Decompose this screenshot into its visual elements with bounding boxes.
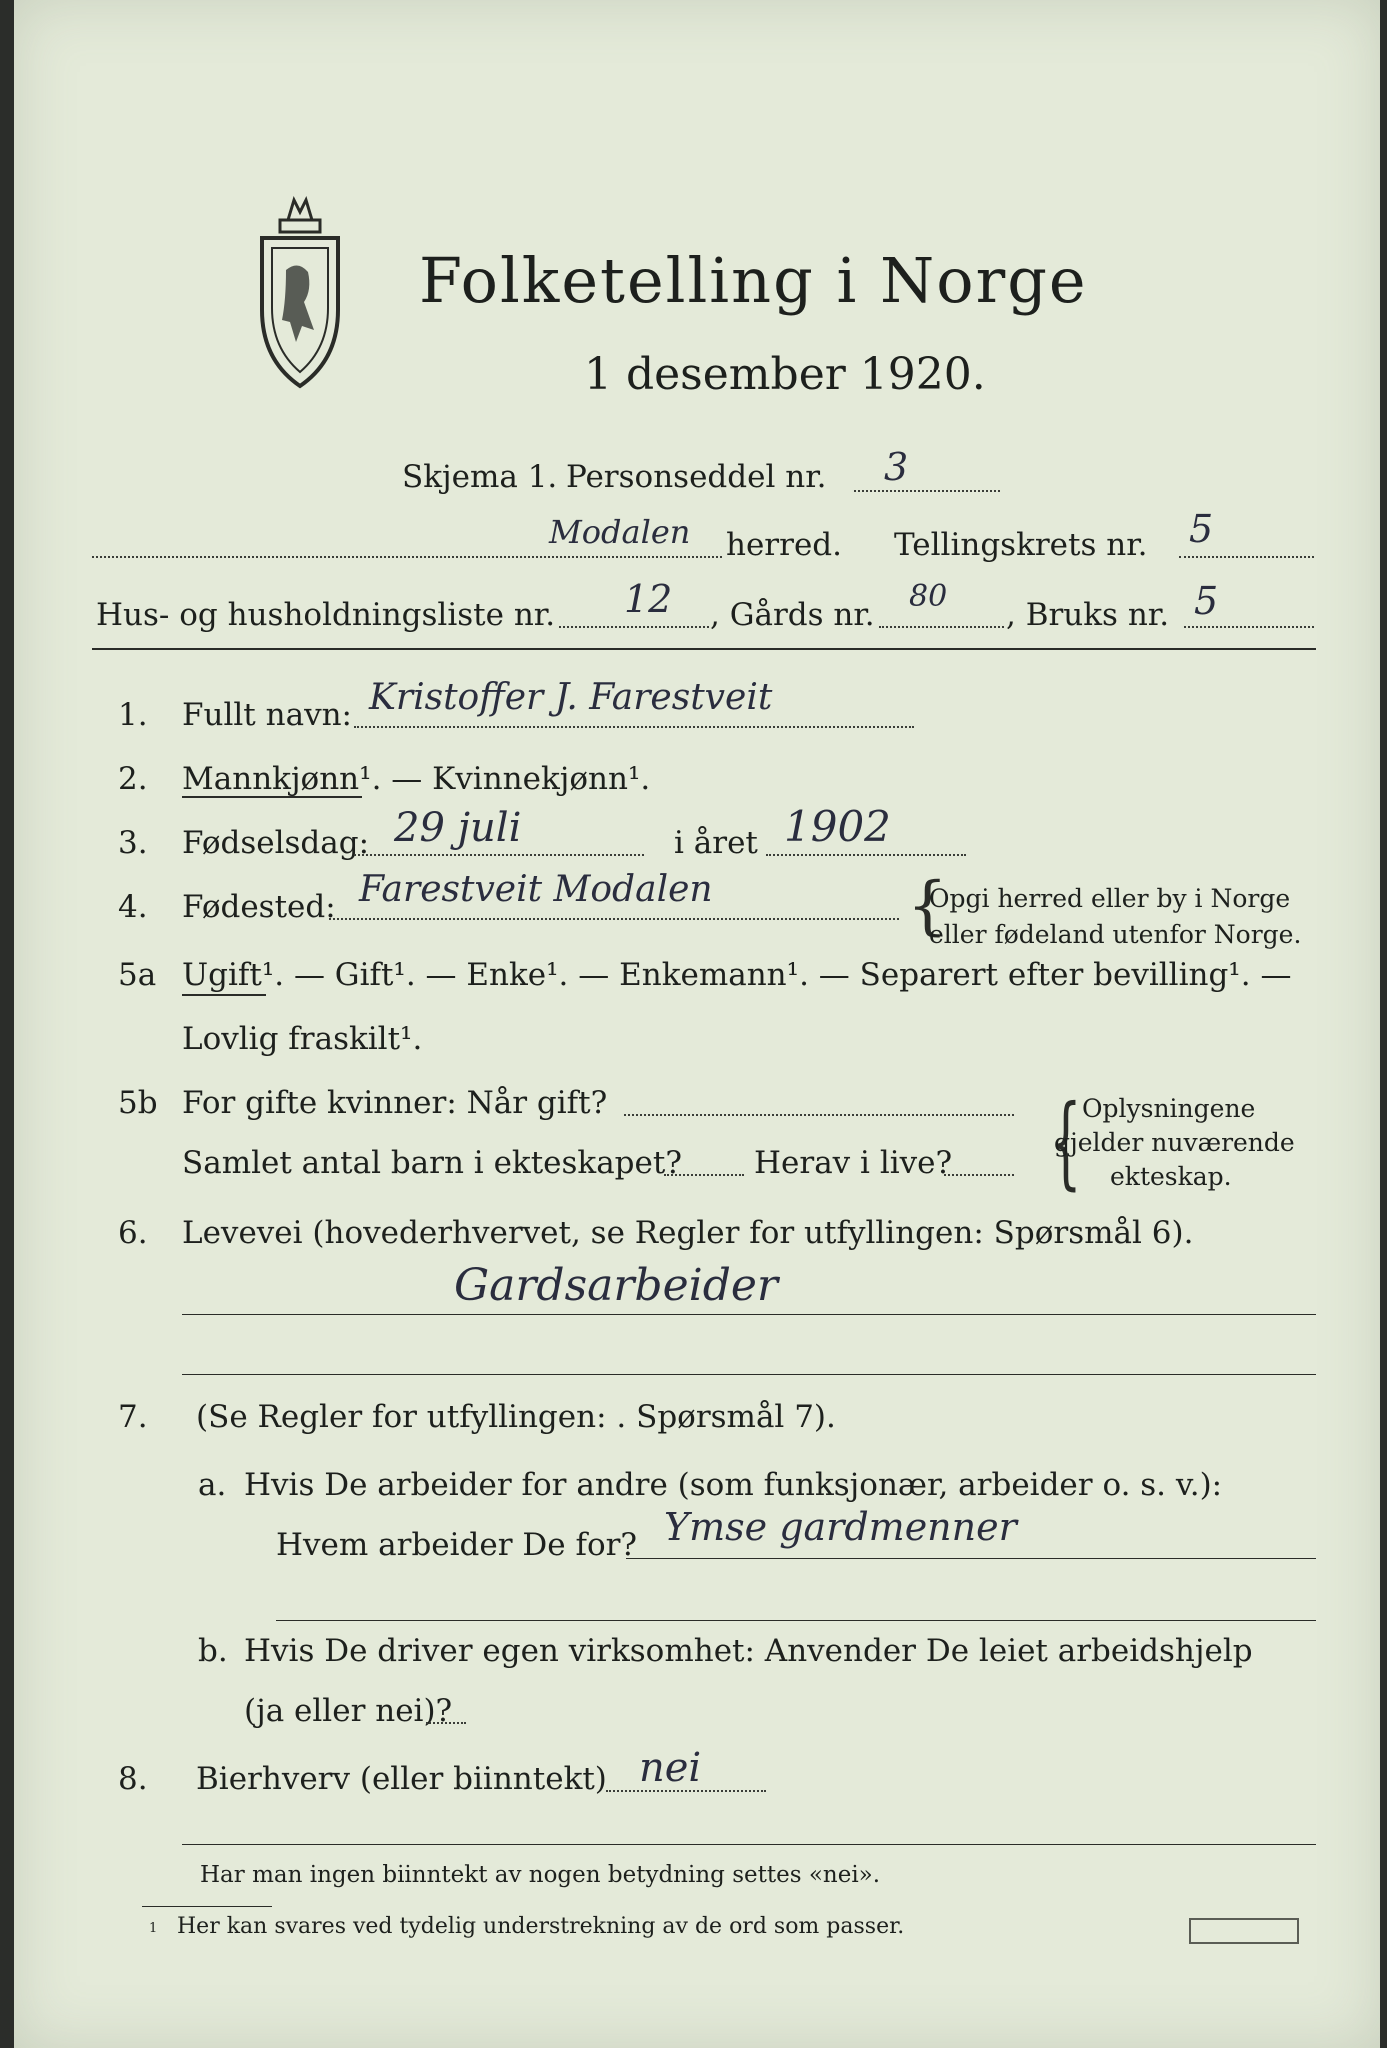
husliste-value: 12 [624,577,673,621]
form-title: Folketelling i Norge [419,244,1088,317]
personseddel-line [854,490,1000,492]
q3-number: 3. [118,825,148,861]
q5a-label-2: Lovlig fraskilt¹. [182,1021,423,1057]
header-divider [92,648,1316,650]
q7a-label-2: Hvem arbeider De for? [276,1527,638,1563]
q7-number: 7. [118,1399,148,1435]
q5a-label: Ugift¹. — Gift¹. — Enke¹. — Enkemann¹. — Separert efter bevilling¹. — [182,957,1292,993]
q5b-note-line1: Oplysningene [1082,1094,1256,1123]
q7-label: (Se Regler for utfyllingen: . Spørsmål 7). [196,1399,836,1435]
q7a-number: a. [198,1467,227,1503]
census-form-page [14,0,1380,2048]
personseddel-label: Personseddel nr. [566,459,827,495]
q5b-label-2: Samlet antal barn i ekteskapet? [182,1145,682,1181]
q5a-number: 5a [118,957,157,993]
q5b-married-line [624,1114,1014,1116]
q7b-line [426,1722,466,1724]
q7b-label: Hvis De driver egen virksomhet: Anvender De leiet arbeidshjelp [244,1633,1253,1669]
q3-year-value: 1902 [784,802,891,851]
q8-number: 8. [118,1761,148,1797]
q2-number: 2. [118,761,148,797]
husliste-label: Hus- og husholdningsliste nr. [96,597,556,633]
gards-label: , Gårds nr. [710,597,875,633]
q3-label: Fødselsdag: [182,825,370,861]
footnote-mark: 1 [149,1921,158,1936]
q5b-label: For gifte kvinner: Når gift? [182,1085,608,1121]
q1-line [354,726,914,728]
q5b-note-line2: gjelder nuværende [1054,1128,1295,1157]
q5b-brace: { [1049,1083,1082,1200]
q4-note-line1: Opgi herred eller by i Norge [929,884,1291,913]
q1-label: Fullt navn: [182,697,352,733]
q5b-alive-line [944,1174,1014,1176]
q1-value: Kristoffer J. Farestveit [369,677,773,718]
q6-number: 6. [118,1215,148,1251]
q4-brace: { [907,869,948,943]
form-subtitle: 1 desember 1920. [584,349,986,400]
herred-line [92,556,722,558]
tellingskrets-line [1179,556,1314,558]
gards-line [879,626,1004,628]
bruks-line [1184,626,1314,628]
herred-label: herred. [726,527,842,563]
herred-value: Modalen [549,513,691,551]
q5b-label-3: Herav i live? [754,1145,953,1181]
q4-note-line2: eller fødeland utenfor Norge. [929,920,1302,949]
q4-value: Farestveit Modalen [359,869,713,910]
husliste-line [559,626,709,628]
q5b-note-line3: ekteskap. [1110,1162,1232,1191]
norwegian-coat-of-arms-icon [250,190,350,390]
q3-line [354,854,644,856]
q5b-number: 5b [118,1085,158,1121]
q7a-label: Hvis De arbeider for andre (som funksjonær, arbeider o. s. v.): [244,1467,1223,1503]
q4-line [329,918,899,920]
q6-line-2 [182,1374,1316,1375]
q7a-value: Ymse gardmenner [664,1505,1017,1549]
q8-value: nei [639,1745,702,1791]
footer-note: Har man ingen biinntekt av nogen betydning settes «nei». [200,1862,881,1888]
q2-underline-mannkjonn [182,796,362,798]
bruks-label: , Bruks nr. [1006,597,1170,633]
footnote-text: Her kan svares ved tydelig understrekning av de ord som passer. [177,1914,905,1939]
q7a-line-2 [276,1620,1316,1621]
q1-number: 1. [118,697,148,733]
q2-label: Mannkjønn¹. — Kvinnekjønn¹. [182,761,651,797]
personseddel-value: 3 [884,445,909,489]
q6-line-1 [182,1314,1316,1315]
q8-divider [182,1844,1316,1845]
q8-label: Bierhverv (eller biinntekt) [196,1761,607,1797]
skjema-label: Skjema 1. [402,459,558,495]
footnote-rule [142,1906,272,1907]
q4-number: 4. [118,889,148,925]
q7b-number: b. [198,1633,228,1669]
q3-value: 29 juli [394,805,522,851]
q5a-underline-ugift [182,994,266,996]
q6-label: Levevei (hovederhvervet, se Regler for utfyllingen: Spørsmål 6). [182,1215,1194,1251]
q3-year-line [766,854,966,856]
q6-value: Gardsarbeider [454,1260,778,1311]
q7a-line [626,1558,1316,1559]
q5b-children-line [664,1174,744,1176]
q3-year-label: i året [674,825,758,861]
printer-stamp [1189,1918,1299,1944]
tellingskrets-value: 5 [1189,507,1214,551]
bruks-value: 5 [1194,579,1219,623]
gards-value: 80 [909,579,948,614]
q4-label: Fødested: [182,889,336,925]
q7b-label-2: (ja eller nei)? [244,1693,453,1729]
tellingskrets-label: Tellingskrets nr. [894,527,1148,563]
